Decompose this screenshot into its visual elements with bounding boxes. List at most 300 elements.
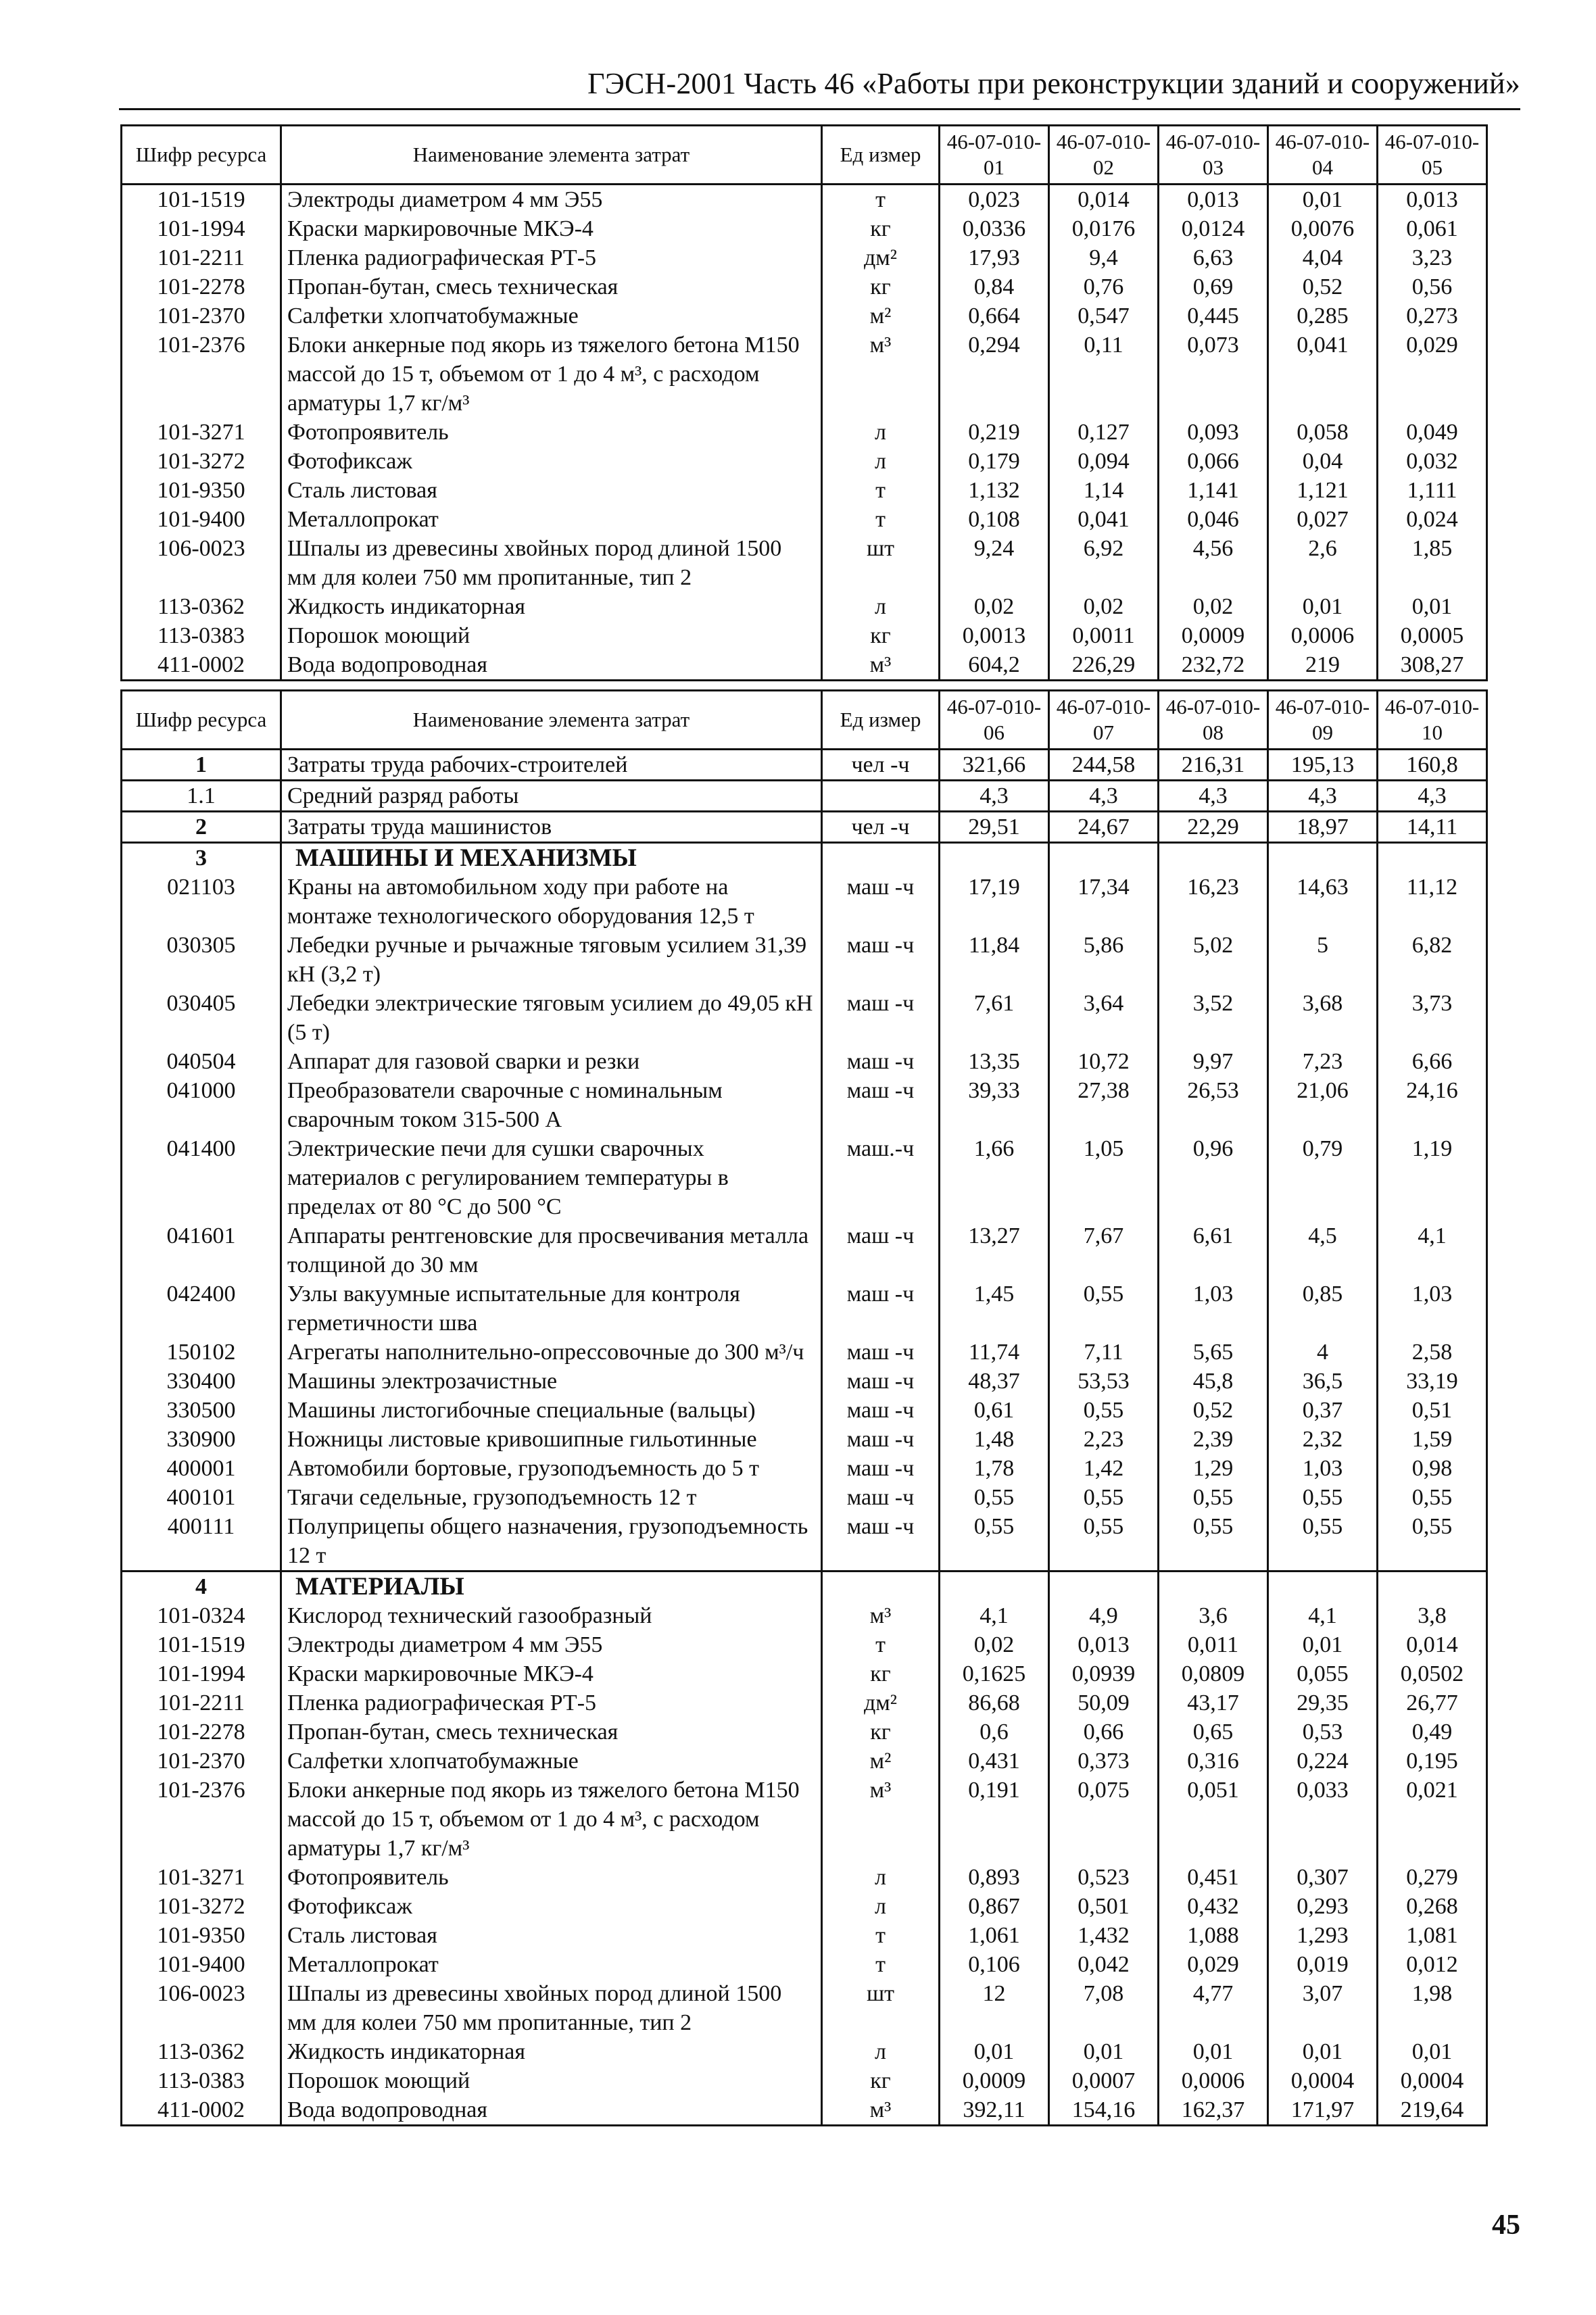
resource-unit: л — [822, 1892, 940, 1921]
table-row — [122, 1659, 1487, 1688]
norm-value: 0,108 — [940, 505, 1049, 534]
norm-value: 0,294 — [940, 331, 1049, 418]
norm-value: 0,02 — [940, 1630, 1049, 1659]
resource-code: 400001 — [122, 1454, 281, 1483]
norm-value: 1,081 — [1378, 1921, 1487, 1950]
norm-value: 4 — [1268, 1338, 1378, 1367]
norm-value: 308,27 — [1378, 650, 1487, 681]
norm-value: 0,664 — [940, 301, 1049, 331]
resource-name: Пропан-бутан, смесь техническая — [281, 1717, 822, 1747]
resource-code: 041601 — [122, 1221, 281, 1280]
norm-value: 16,23 — [1159, 873, 1268, 931]
norm-value: 6,66 — [1378, 1047, 1487, 1076]
norm-value: 0,0013 — [940, 621, 1049, 650]
resource-name: Металлопрокат — [281, 1950, 822, 1979]
resource-name: Металлопрокат — [281, 505, 822, 534]
norm-value: 1,432 — [1049, 1921, 1159, 1950]
norm-value: 0,04 — [1268, 447, 1378, 476]
resource-unit — [822, 1571, 940, 1602]
norm-value: 154,16 — [1049, 2095, 1159, 2126]
norm-value: 0,52 — [1159, 1396, 1268, 1425]
norm-value: 0,0005 — [1378, 621, 1487, 650]
resource-name: Машины листогибочные специальные (вальцы) — [281, 1396, 822, 1425]
norm-value: 2,32 — [1268, 1425, 1378, 1454]
table-row — [122, 2066, 1487, 2095]
norm-value: 0,219 — [940, 418, 1049, 447]
norm-value: 36,5 — [1268, 1367, 1378, 1396]
norm-value: 0,316 — [1159, 1747, 1268, 1776]
norm-value: 33,19 — [1378, 1367, 1487, 1396]
resource-code: 411-0002 — [122, 2095, 281, 2126]
norm-value: 0,01 — [1049, 2037, 1159, 2066]
resource-unit: м³ — [822, 331, 940, 418]
resource-code: 101-3271 — [122, 418, 281, 447]
resource-unit: дм² — [822, 1688, 940, 1717]
norm-value: 1,29 — [1159, 1454, 1268, 1483]
resource-code: 330500 — [122, 1396, 281, 1425]
norm-value: 0,279 — [1378, 1863, 1487, 1892]
resource-code: 101-2370 — [122, 1747, 281, 1776]
norm-value: 0,0004 — [1378, 2066, 1487, 2095]
resource-name: Затраты труда машинистов — [281, 812, 822, 843]
norm-value: 0,027 — [1268, 505, 1378, 534]
norm-value: 0,094 — [1049, 447, 1159, 476]
resource-code: 101-1994 — [122, 214, 281, 243]
norm-value: 3,07 — [1268, 1979, 1378, 2037]
resource-unit: маш -ч — [822, 989, 940, 1047]
table-row — [122, 2037, 1487, 2066]
table-row — [122, 1601, 1487, 1630]
table-row — [122, 214, 1487, 243]
resource-unit: кг — [822, 1717, 940, 1747]
norm-value: 4,3 — [940, 781, 1049, 812]
resource-code: 411-0002 — [122, 650, 281, 681]
resource-name: Пленка радиографическая РТ-5 — [281, 243, 822, 272]
norm-value: 9,4 — [1049, 243, 1159, 272]
norm-value: 29,35 — [1268, 1688, 1378, 1717]
norm-value: 4,1 — [1268, 1601, 1378, 1630]
resource-unit: чел -ч — [822, 812, 940, 843]
resource-code: 113-0362 — [122, 2037, 281, 2066]
norm-value: 0,224 — [1268, 1747, 1378, 1776]
norm-value: 1,85 — [1378, 534, 1487, 592]
resource-name: Вода водопроводная — [281, 2095, 822, 2126]
resource-name: Аппарат для газовой сварки и резки — [281, 1047, 822, 1076]
norm-value: 4,04 — [1268, 243, 1378, 272]
resource-code: 101-2211 — [122, 1688, 281, 1717]
norm-value: 1,03 — [1378, 1280, 1487, 1338]
norm-value: 0,55 — [940, 1512, 1049, 1571]
resource-name: Жидкость индикаторная — [281, 2037, 822, 2066]
norm-value: 3,73 — [1378, 989, 1487, 1047]
norm-value: 0,055 — [1268, 1659, 1378, 1688]
norm-value: 7,23 — [1268, 1047, 1378, 1076]
resource-name: Электроды диаметром 4 мм Э55 — [281, 185, 822, 215]
resource-unit — [822, 843, 940, 873]
resource-name: Краны на автомобильном ходу при работе на монтаже технологического оборудования 12,5 т — [281, 873, 822, 931]
norm-value: 1,78 — [940, 1454, 1049, 1483]
resource-unit: маш -ч — [822, 1425, 940, 1454]
table-row — [122, 301, 1487, 331]
resource-code: 021103 — [122, 873, 281, 931]
resource-code: 1 — [122, 750, 281, 781]
norm-value: 0,029 — [1378, 331, 1487, 418]
norm-value: 86,68 — [940, 1688, 1049, 1717]
norm-value: 0,0124 — [1159, 214, 1268, 243]
norm-value: 0,02 — [940, 592, 1049, 621]
norm-value: 1,19 — [1378, 1134, 1487, 1221]
resource-name: Лебедки электрические тяговым усилием до 49,05 кН (5 т) — [281, 989, 822, 1047]
norm-value: 3,52 — [1159, 989, 1268, 1047]
resource-unit: маш -ч — [822, 1280, 940, 1338]
table-row — [122, 650, 1487, 681]
resource-code: 101-2370 — [122, 301, 281, 331]
resource-name: Салфетки хлопчатобумажные — [281, 1747, 822, 1776]
resource-unit: т — [822, 1950, 940, 1979]
resource-name: Фотофиксаж — [281, 447, 822, 476]
norm-value: 1,03 — [1159, 1280, 1268, 1338]
resource-unit: маш -ч — [822, 1367, 940, 1396]
norm-value: 0,033 — [1268, 1776, 1378, 1863]
resource-code: 101-2278 — [122, 1717, 281, 1747]
table-row — [122, 272, 1487, 301]
resource-code: 030305 — [122, 931, 281, 989]
norm-value: 216,31 — [1159, 750, 1268, 781]
norm-value: 0,179 — [940, 447, 1049, 476]
norm-value: 0,01 — [1159, 2037, 1268, 2066]
norm-value — [1378, 843, 1487, 873]
table-row — [122, 989, 1487, 1047]
norm-value — [1268, 1571, 1378, 1602]
resource-unit: м² — [822, 1747, 940, 1776]
resource-code: 400111 — [122, 1512, 281, 1571]
table-row — [122, 1863, 1487, 1892]
resource-unit: маш.-ч — [822, 1134, 940, 1221]
norm-value: 7,11 — [1049, 1338, 1159, 1367]
resource-unit: маш -ч — [822, 1483, 940, 1512]
resource-code: 2 — [122, 812, 281, 843]
resource-unit: кг — [822, 1659, 940, 1688]
norm-value: 604,2 — [940, 650, 1049, 681]
resource-name: Пленка радиографическая РТ-5 — [281, 1688, 822, 1717]
table-row — [122, 185, 1487, 215]
table-row — [122, 1776, 1487, 1863]
resource-name: Ножницы листовые кривошипные гильотинные — [281, 1425, 822, 1454]
resource-name: Средний разряд работы — [281, 781, 822, 812]
resource-unit: т — [822, 505, 940, 534]
norm-value: 0,51 — [1378, 1396, 1487, 1425]
norm-value: 6,92 — [1049, 534, 1159, 592]
norm-value: 0,867 — [940, 1892, 1049, 1921]
resource-table-bottom — [120, 689, 1488, 2126]
resource-name: Порошок моющий — [281, 621, 822, 650]
resource-name: Шпалы из древесины хвойных пород длиной 1500 мм для колеи 750 мм пропитанные, тип 2 — [281, 1979, 822, 2037]
norm-value: 0,451 — [1159, 1863, 1268, 1892]
norm-value: 0,01 — [1268, 2037, 1378, 2066]
norm-value: 5 — [1268, 931, 1378, 989]
resource-name: Полуприцепы общего назначения, грузоподъемность 12 т — [281, 1512, 822, 1571]
norm-value: 4,77 — [1159, 1979, 1268, 2037]
resource-unit: маш -ч — [822, 1396, 940, 1425]
resource-name: Тягачи седельные, грузоподъемность 12 т — [281, 1483, 822, 1512]
norm-value: 0,0007 — [1049, 2066, 1159, 2095]
norm-value: 1,05 — [1049, 1134, 1159, 1221]
norm-value: 0,061 — [1378, 214, 1487, 243]
resource-code: 101-3272 — [122, 1892, 281, 1921]
norm-value: 0,55 — [1378, 1512, 1487, 1571]
norm-value: 1,14 — [1049, 476, 1159, 505]
col-header-norm: 46-07-010-02 — [1049, 126, 1159, 185]
resource-table-top — [120, 124, 1488, 681]
norm-value: 0,65 — [1159, 1717, 1268, 1747]
norm-value — [1159, 843, 1268, 873]
norm-value: 0,55 — [1378, 1483, 1487, 1512]
norm-value: 4,5 — [1268, 1221, 1378, 1280]
resource-unit: маш -ч — [822, 873, 940, 931]
table-row — [122, 1047, 1487, 1076]
norm-value: 9,24 — [940, 534, 1049, 592]
norm-value: 226,29 — [1049, 650, 1159, 681]
resource-code: 1.1 — [122, 781, 281, 812]
norm-value: 3,8 — [1378, 1601, 1487, 1630]
norm-value: 0,0076 — [1268, 214, 1378, 243]
norm-value: 0,893 — [940, 1863, 1049, 1892]
col-header-code: Шифр ресурса — [122, 691, 281, 750]
norm-value: 2,23 — [1049, 1425, 1159, 1454]
norm-value: 39,33 — [940, 1076, 1049, 1134]
table-row — [122, 1425, 1487, 1454]
norm-value: 5,02 — [1159, 931, 1268, 989]
norm-value: 1,088 — [1159, 1921, 1268, 1950]
norm-value: 0,55 — [1049, 1512, 1159, 1571]
norm-value: 0,98 — [1378, 1454, 1487, 1483]
norm-value: 0,093 — [1159, 418, 1268, 447]
norm-value: 0,55 — [1159, 1512, 1268, 1571]
norm-value: 219,64 — [1378, 2095, 1487, 2126]
norm-value: 0,37 — [1268, 1396, 1378, 1425]
norm-value: 4,56 — [1159, 534, 1268, 592]
col-header-norm: 46-07-010-07 — [1049, 691, 1159, 750]
norm-value: 0,058 — [1268, 418, 1378, 447]
norm-value: 12 — [940, 1979, 1049, 2037]
norm-value: 0,013 — [1378, 185, 1487, 215]
resource-unit: т — [822, 185, 940, 215]
norm-value: 0,273 — [1378, 301, 1487, 331]
norm-value: 3,6 — [1159, 1601, 1268, 1630]
norm-value: 29,51 — [940, 812, 1049, 843]
norm-value: 0,53 — [1268, 1717, 1378, 1747]
resource-name: Сталь листовая — [281, 476, 822, 505]
norm-value: 0,012 — [1378, 1950, 1487, 1979]
norm-value: 1,293 — [1268, 1921, 1378, 1950]
norm-value: 0,307 — [1268, 1863, 1378, 1892]
resource-code: 113-0383 — [122, 2066, 281, 2095]
norm-value: 11,12 — [1378, 873, 1487, 931]
resource-code: 101-2278 — [122, 272, 281, 301]
resource-unit: л — [822, 592, 940, 621]
table-row — [122, 1134, 1487, 1221]
resource-code: 101-2211 — [122, 243, 281, 272]
norm-value — [1049, 843, 1159, 873]
col-header-norm: 46-07-010-10 — [1378, 691, 1487, 750]
col-header-norm: 46-07-010-06 — [940, 691, 1049, 750]
table-row — [122, 873, 1487, 931]
resource-code: 106-0023 — [122, 1979, 281, 2037]
norm-value: 10,72 — [1049, 1047, 1159, 1076]
resource-code: 101-0324 — [122, 1601, 281, 1630]
norm-value: 4,9 — [1049, 1601, 1159, 1630]
resource-name: Кислород технический газообразный — [281, 1601, 822, 1630]
norm-value: 0,0939 — [1049, 1659, 1159, 1688]
table-row — [122, 1483, 1487, 1512]
norm-value: 5,65 — [1159, 1338, 1268, 1367]
table-row — [122, 505, 1487, 534]
page-number: 45 — [1492, 2210, 1520, 2241]
norm-value — [1159, 1571, 1268, 1602]
table-row — [122, 447, 1487, 476]
resource-unit: л — [822, 2037, 940, 2066]
resource-code: 101-2376 — [122, 331, 281, 418]
norm-value: 0,0502 — [1378, 1659, 1487, 1688]
norm-value: 4,1 — [940, 1601, 1049, 1630]
col-header-unit: Ед измер — [822, 126, 940, 185]
resource-unit: т — [822, 476, 940, 505]
resource-unit: маш -ч — [822, 1221, 940, 1280]
resource-unit: маш -ч — [822, 1512, 940, 1571]
norm-value: 0,76 — [1049, 272, 1159, 301]
norm-value: 0,191 — [940, 1776, 1049, 1863]
resource-unit: шт — [822, 1979, 940, 2037]
resource-name: Пропан-бутан, смесь техническая — [281, 272, 822, 301]
table-row — [122, 1747, 1487, 1776]
resource-code: 041000 — [122, 1076, 281, 1134]
table-row — [122, 2095, 1487, 2126]
norm-value: 0,0176 — [1049, 214, 1159, 243]
norm-value: 0,432 — [1159, 1892, 1268, 1921]
resource-code: 101-9400 — [122, 1950, 281, 1979]
table-row — [122, 331, 1487, 418]
norm-value: 22,29 — [1159, 812, 1268, 843]
norm-value: 0,041 — [1268, 331, 1378, 418]
norm-value: 48,37 — [940, 1367, 1049, 1396]
resource-code: 113-0362 — [122, 592, 281, 621]
col-header-norm: 46-07-010-03 — [1159, 126, 1268, 185]
norm-value: 43,17 — [1159, 1688, 1268, 1717]
norm-value: 14,63 — [1268, 873, 1378, 931]
norm-value: 0,1625 — [940, 1659, 1049, 1688]
norm-value — [940, 1571, 1049, 1602]
norm-value: 0,293 — [1268, 1892, 1378, 1921]
norm-value: 2,39 — [1159, 1425, 1268, 1454]
norm-value: 0,024 — [1378, 505, 1487, 534]
resource-name: Жидкость индикаторная — [281, 592, 822, 621]
norm-value: 1,03 — [1268, 1454, 1378, 1483]
col-header-norm: 46-07-010-04 — [1268, 126, 1378, 185]
norm-value: 4,3 — [1049, 781, 1159, 812]
resource-name: Автомобили бортовые, грузоподъемность до 5 т — [281, 1454, 822, 1483]
resource-name: Электрические печи для сушки сварочных материалов с регулированием температуры в пределах от 80 °С до 500 °С — [281, 1134, 822, 1221]
norm-value: 4,3 — [1159, 781, 1268, 812]
resource-code: 106-0023 — [122, 534, 281, 592]
resource-unit: м³ — [822, 650, 940, 681]
norm-value: 2,6 — [1268, 534, 1378, 592]
resource-unit: л — [822, 447, 940, 476]
norm-value: 0,11 — [1049, 331, 1159, 418]
norm-value: 21,06 — [1268, 1076, 1378, 1134]
table-row — [122, 931, 1487, 989]
norm-value: 14,11 — [1378, 812, 1487, 843]
norm-value: 0,0006 — [1268, 621, 1378, 650]
norm-value: 4,3 — [1268, 781, 1378, 812]
norm-value: 11,84 — [940, 931, 1049, 989]
resource-code: 3 — [122, 843, 281, 873]
norm-value: 0,051 — [1159, 1776, 1268, 1863]
norm-value: 219 — [1268, 650, 1378, 681]
table-header-row — [122, 691, 1487, 750]
resource-code: 4 — [122, 1571, 281, 1602]
norm-value: 0,96 — [1159, 1134, 1268, 1221]
resource-unit: т — [822, 1630, 940, 1659]
resource-unit: м² — [822, 301, 940, 331]
norm-value: 27,38 — [1049, 1076, 1159, 1134]
norm-value: 0,0009 — [940, 2066, 1049, 2095]
resource-name: Агрегаты наполнительно-опрессовочные до 300 м³/ч — [281, 1338, 822, 1367]
norm-value: 0,61 — [940, 1396, 1049, 1425]
norm-value: 0,55 — [1049, 1396, 1159, 1425]
norm-value: 0,049 — [1378, 418, 1487, 447]
norm-value: 1,59 — [1378, 1425, 1487, 1454]
norm-value: 0,0336 — [940, 214, 1049, 243]
resource-name: Порошок моющий — [281, 2066, 822, 2095]
norm-value: 7,67 — [1049, 1221, 1159, 1280]
norm-value: 0,014 — [1049, 185, 1159, 215]
resource-code: 101-9400 — [122, 505, 281, 534]
norm-value: 0,01 — [1268, 185, 1378, 215]
resource-name: Краски маркировочные МКЭ-4 — [281, 1659, 822, 1688]
resource-code: 101-1519 — [122, 185, 281, 215]
norm-value: 321,66 — [940, 750, 1049, 781]
norm-value: 17,93 — [940, 243, 1049, 272]
col-header-code: Шифр ресурса — [122, 126, 281, 185]
resource-name: Салфетки хлопчатобумажные — [281, 301, 822, 331]
norm-value: 0,127 — [1049, 418, 1159, 447]
resource-unit: чел -ч — [822, 750, 940, 781]
table-row — [122, 1688, 1487, 1717]
norm-value: 0,268 — [1378, 1892, 1487, 1921]
norm-value: 6,61 — [1159, 1221, 1268, 1280]
norm-value: 0,0004 — [1268, 2066, 1378, 2095]
col-header-unit: Ед измер — [822, 691, 940, 750]
table-row — [122, 534, 1487, 592]
resource-code: 101-2376 — [122, 1776, 281, 1863]
norm-value: 392,11 — [940, 2095, 1049, 2126]
norm-value: 0,445 — [1159, 301, 1268, 331]
resource-name: Преобразователи сварочные с номинальным сварочным током 315-500 А — [281, 1076, 822, 1134]
norm-value: 0,0006 — [1159, 2066, 1268, 2095]
norm-value: 0,0809 — [1159, 1659, 1268, 1688]
table-row — [122, 781, 1487, 812]
table-row — [122, 1979, 1487, 2037]
resource-name: Вода водопроводная — [281, 650, 822, 681]
resource-code: 101-9350 — [122, 1921, 281, 1950]
norm-value: 0,013 — [1049, 1630, 1159, 1659]
norm-value: 1,141 — [1159, 476, 1268, 505]
norm-value: 17,19 — [940, 873, 1049, 931]
norm-value: 1,45 — [940, 1280, 1049, 1338]
table-row — [122, 1367, 1487, 1396]
norm-value: 26,53 — [1159, 1076, 1268, 1134]
resource-unit: м³ — [822, 1776, 940, 1863]
